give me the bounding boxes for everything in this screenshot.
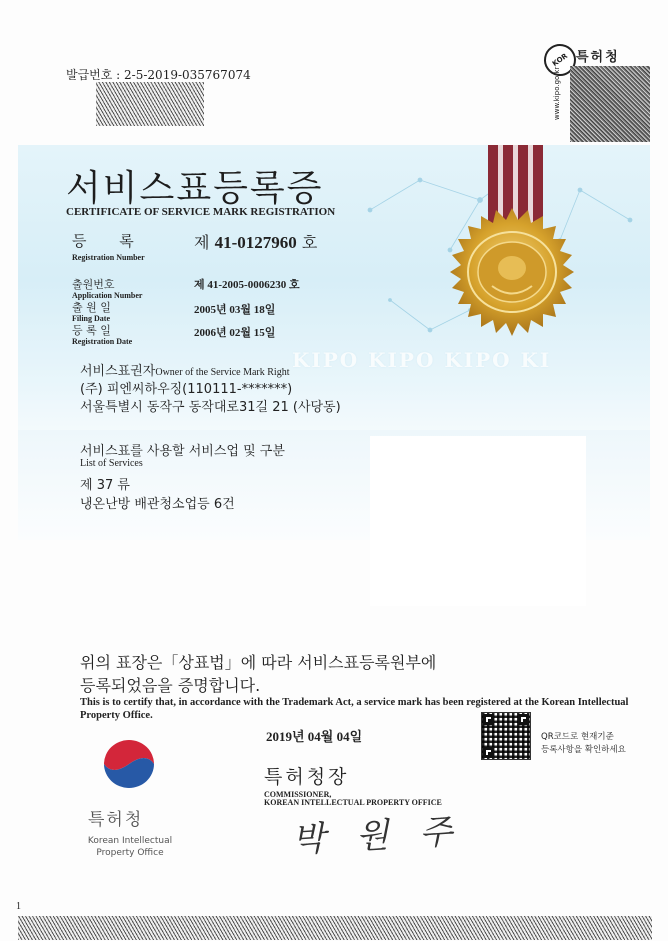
commissioner-title-en-1: COMMISSIONER, [264, 790, 332, 799]
registration-label: 등 록 [72, 232, 148, 250]
registration-label-en: Registration Number [72, 253, 145, 262]
service-items: 냉온난방 배관청소업등 6건 [80, 497, 235, 512]
kor-badge: KOR [538, 38, 583, 83]
office-logo-ko: 특허청 [88, 810, 144, 830]
certificate-title: 서비스표등록증 [66, 168, 324, 209]
registration-date-label-en: Registration Date [72, 337, 133, 346]
issue-date: 2019년 04월 04일 [266, 729, 363, 744]
services-label-en: List of Services [80, 458, 143, 469]
application-label: 출원번호 [72, 278, 115, 291]
services-label: 서비스표를 사용할 서비스업 및 구분 [80, 444, 285, 459]
security-pattern [570, 66, 650, 142]
qr-note-line2: 등록사항을 확인하세요 [541, 745, 626, 755]
filing-date: 2005년 03월 18일 [194, 304, 276, 316]
verification-qr-code[interactable] [481, 712, 531, 760]
certification-statement-ko-1: 위의 표장은「상표법」에 따라 서비스표등록원부에 [80, 653, 437, 672]
agency-name: 특허청 [576, 50, 620, 65]
application-label-en: Application Number [72, 291, 143, 300]
filing-date-label-en: Filing Date [72, 314, 110, 323]
gold-seal [432, 206, 592, 346]
page-number: 1 [16, 901, 21, 912]
commissioner-signature: 박 원 주 [291, 811, 464, 861]
service-mark-image [370, 436, 586, 606]
office-logo-en-1: Korean Intellectual [87, 836, 173, 846]
certificate-title-en: CERTIFICATE OF SERVICE MARK REGISTRATION [66, 206, 336, 218]
registration-number: 제 41-0127960 호 [194, 233, 318, 252]
commissioner-title: 특허청장 [264, 766, 350, 788]
commissioner-title-en-2: KOREAN INTELLECTUAL PROPERTY OFFICE [264, 798, 442, 807]
registration-date-label: 등 록 일 [72, 324, 111, 337]
issue-barcode [96, 82, 204, 126]
kipo-watermark: KIPO KIPO KIPO KI [292, 348, 552, 372]
filing-date-label: 출 원 일 [72, 301, 111, 314]
owner-label: 서비스표권자Owner of the Service Mark Right [80, 364, 290, 379]
issue-number: 발급번호 : 2-5-2019-035767074 [66, 68, 251, 82]
owner-address: 서울특별시 동작구 동작대로31길 21 (사당동) [80, 400, 341, 415]
certification-statement-ko-2: 등록되었음을 증명합니다. [80, 676, 261, 695]
agency-url: www.kipo.go.kr [553, 66, 561, 120]
application-number: 제 41-2005-0006230 호 [194, 279, 300, 291]
taegeuk-logo [100, 738, 158, 790]
registration-date: 2006년 02월 15일 [194, 327, 276, 339]
office-logo-en-2: Property Office [96, 848, 164, 858]
qr-note-line1: QR코드로 현재기준 [541, 732, 614, 742]
owner-name: (주) 피엔씨하우징(110111-*******) [80, 382, 293, 397]
certification-statement-en: This is to certify that, in accordance with the Trademark Act, a service mark has been registered at the Korean Intellectual Property Office. [80, 697, 629, 721]
bottom-security-strip [18, 916, 652, 940]
service-class: 제 37 류 [80, 478, 130, 493]
